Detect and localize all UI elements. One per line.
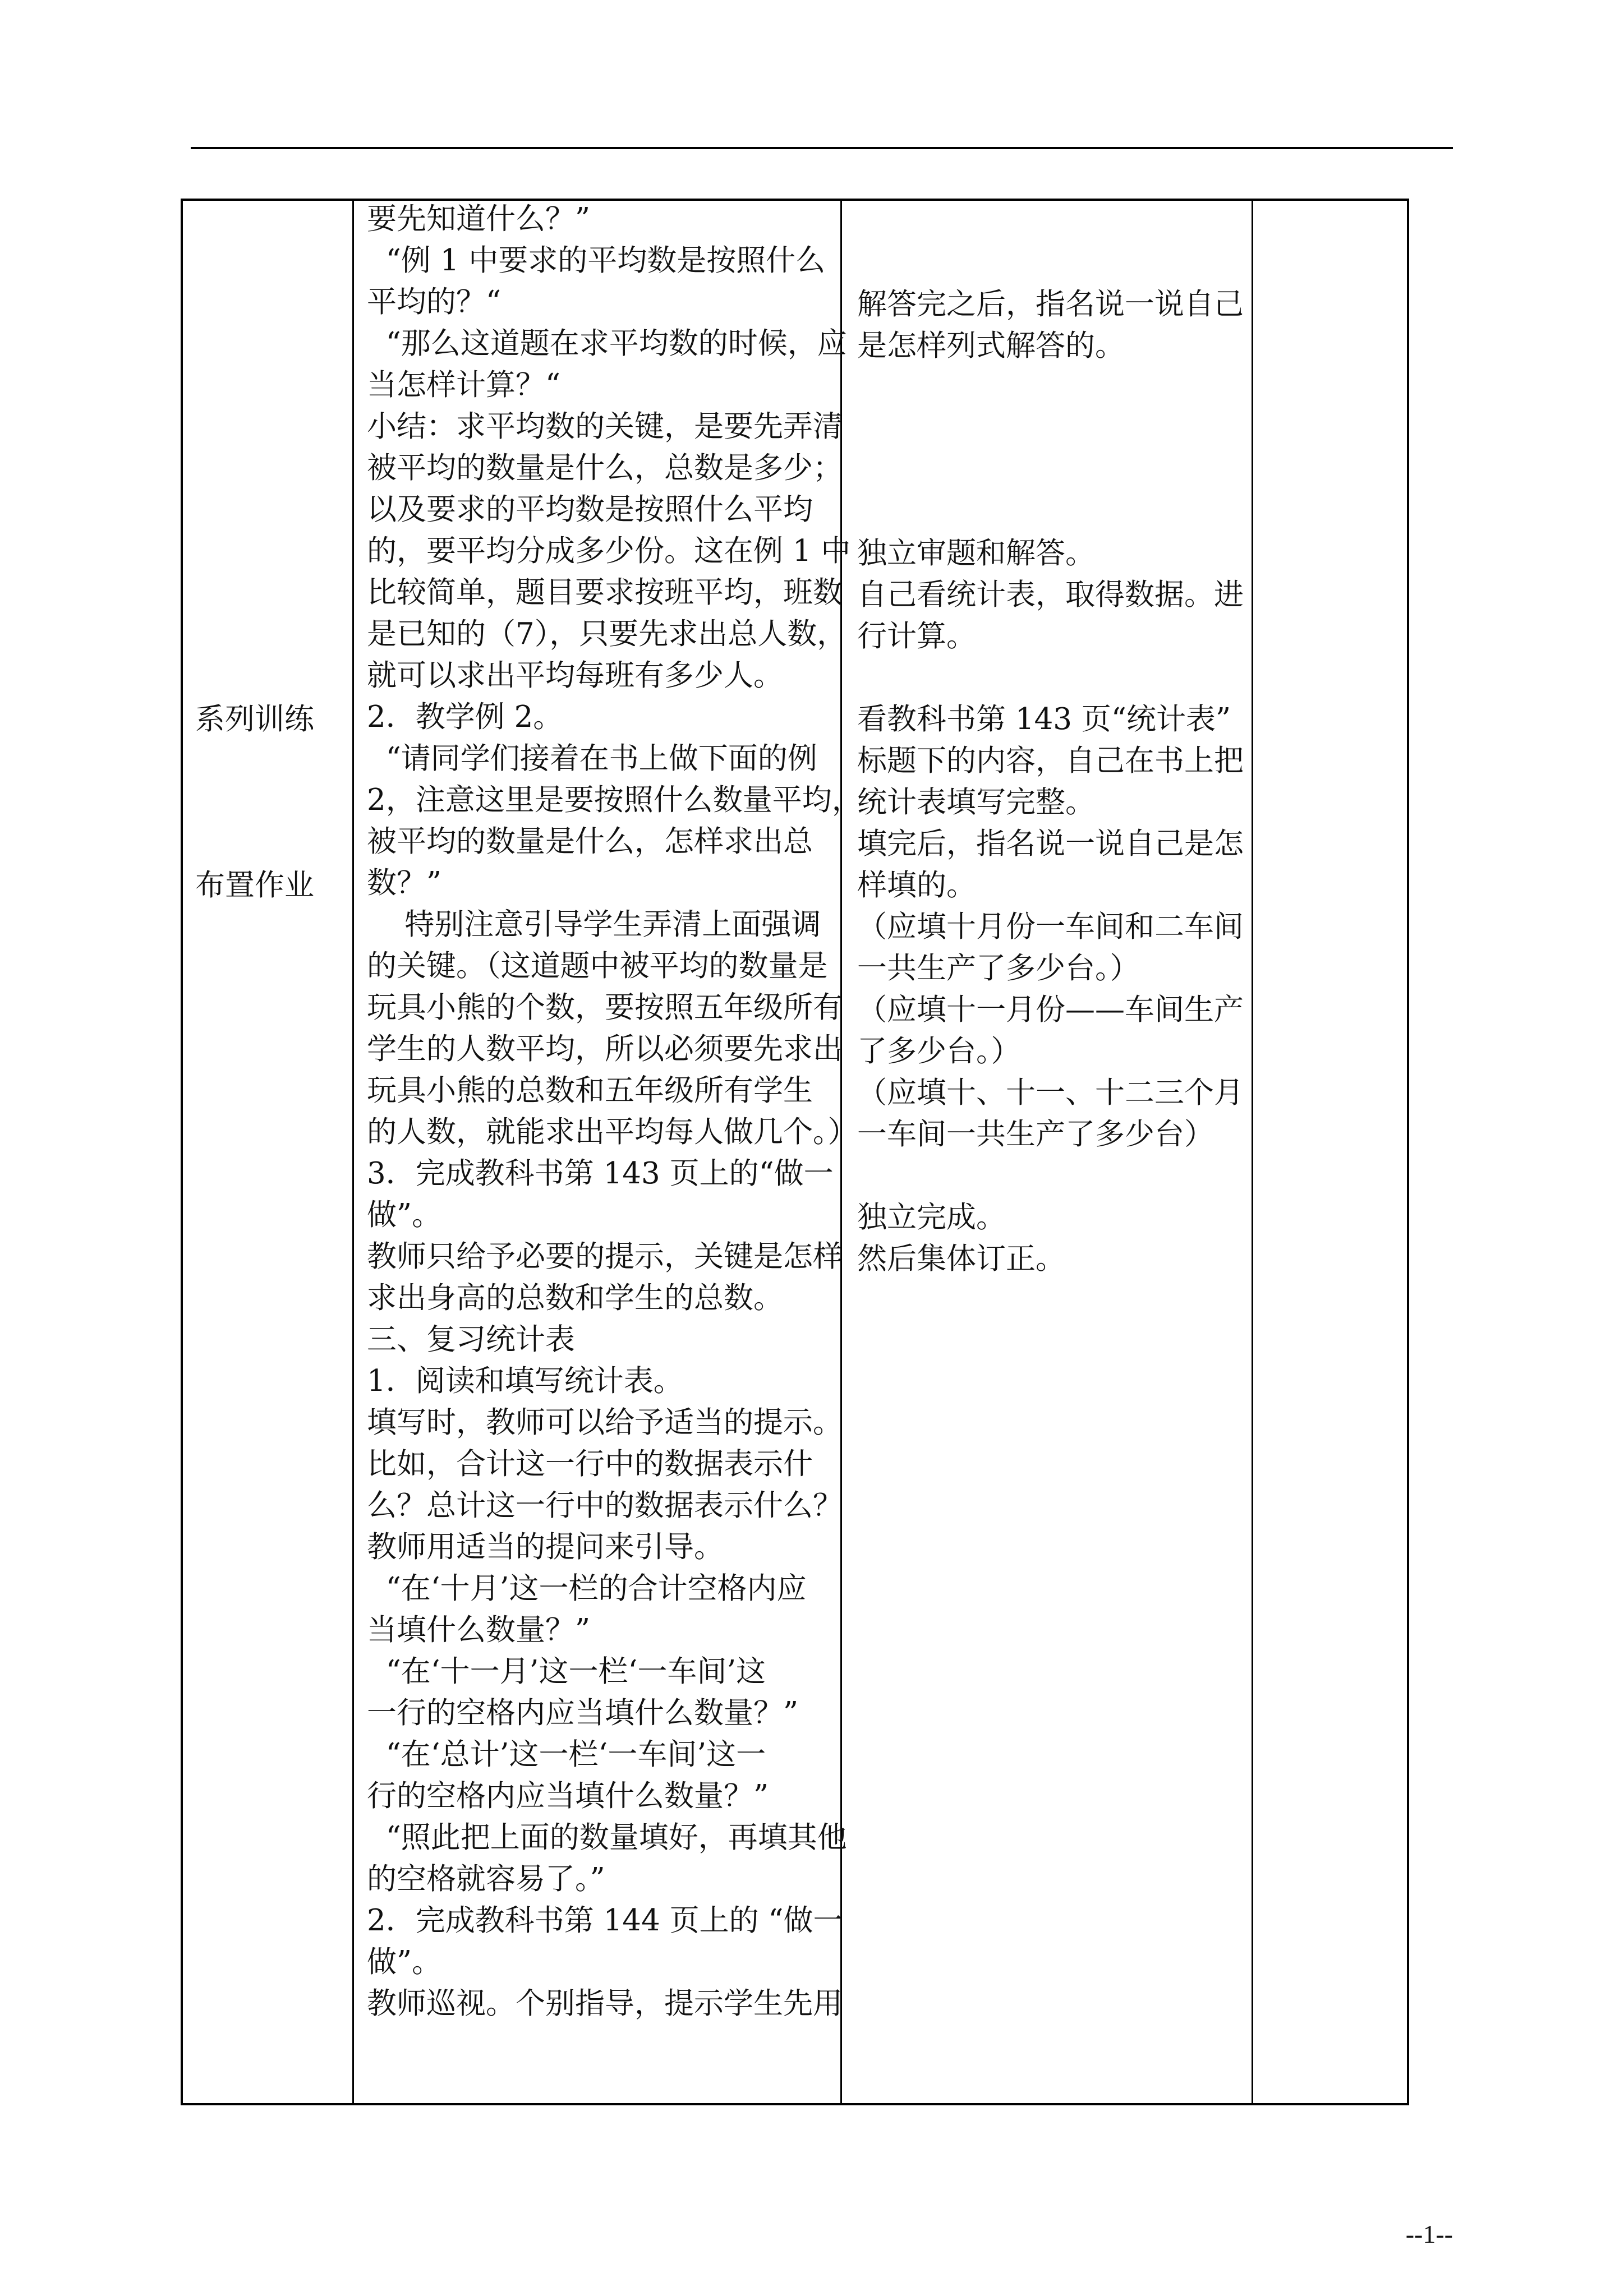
text-line — [195, 740, 314, 782]
text-line: 独立完成。 — [857, 1200, 1006, 1234]
text-line: 统计表填写完整。 — [857, 785, 1095, 819]
text-line — [195, 533, 314, 574]
text-line: 以及要求的平均数是按照什么平均 — [367, 492, 813, 527]
text-line — [857, 1155, 1244, 1197]
text-line: 的人数，就能求出平均每人做几个。） — [367, 1115, 858, 1149]
text-line: 一车间一共生产了多少台） — [857, 1117, 1214, 1151]
text-line: 做”。 — [367, 1198, 442, 1232]
text-line: 数？” — [367, 866, 442, 900]
text-line: 学生的人数平均，所以必须要先求出 — [367, 1032, 843, 1066]
text-line — [195, 367, 314, 408]
text-line: 行计算。 — [857, 619, 976, 653]
text-line: 填写时，教师可以给予适当的提示。 — [367, 1405, 843, 1440]
text-line: “那么这道题在求平均数的时候，应 — [367, 326, 847, 361]
text-line: 当怎样计算？“ — [367, 368, 561, 402]
text-line: 的关键。（这道题中被平均的数量是 — [367, 949, 828, 983]
text-line: 看教科书第 143 页“统计表” — [857, 702, 1231, 736]
text-line — [195, 491, 314, 533]
text-line: 做”。 — [367, 1945, 442, 1979]
text-line: 2．完成教科书第 144 页上的 “做一 — [367, 1903, 843, 1938]
text-line: 特别注意引导学生弄清上面强调 — [367, 907, 821, 942]
text-line: （应填十一月份——车间生产 — [857, 993, 1244, 1027]
text-line — [195, 201, 314, 242]
text-line: 求出身高的总数和学生的总数。 — [367, 1281, 783, 1315]
text-line: 就可以求出平均每班有多少人。 — [367, 658, 783, 693]
text-line: 布置作业 — [195, 868, 314, 902]
text-line: 一共生产了多少台。） — [857, 951, 1140, 985]
text-line: 一行的空格内应当填什么数量？” — [367, 1696, 799, 1730]
text-line — [857, 491, 1244, 533]
text-line — [195, 823, 314, 865]
text-line: 三、复习统计表 — [367, 1322, 575, 1357]
text-line: 2，注意这里是要按照什么数量平均， — [367, 783, 862, 817]
text-line: 比如，合计这一行中的数据表示什 — [367, 1447, 813, 1481]
text-line: 教师只给予必要的提示，关键是怎样 — [367, 1239, 843, 1274]
text-line: 3．完成教科书第 143 页上的“做一 — [367, 1156, 834, 1191]
text-line: 当填什么数量？” — [367, 1613, 591, 1647]
text-line: 2．教学例 2。 — [367, 700, 563, 734]
text-line — [857, 242, 1244, 284]
text-line: 行的空格内应当填什么数量？” — [367, 1779, 769, 1813]
text-line: 么？总计这一行中的数据表示什么？ — [367, 1488, 843, 1523]
text-line: 平均的？“ — [367, 285, 502, 319]
text-line: “在‘十一月’这一栏‘一车间’这 — [367, 1654, 766, 1689]
text-line — [195, 408, 314, 450]
text-line — [195, 450, 314, 491]
text-line: 教师用适当的提问来引导。 — [367, 1530, 724, 1564]
text-line: 解答完之后，指名说一说自己 — [857, 287, 1244, 321]
text-line: 小结：求平均数的关键，是要先弄清 — [367, 409, 843, 444]
student-activity-column — [857, 201, 1244, 1280]
text-line: （应填十月份一车间和二车间 — [857, 910, 1244, 944]
text-line: 系列训练 — [195, 702, 314, 736]
text-line: 被平均的数量是什么，怎样求出总 — [367, 824, 813, 859]
text-line — [195, 242, 314, 284]
text-line — [857, 367, 1244, 408]
text-line: 是已知的（7），只要先求出总人数， — [367, 617, 847, 651]
text-line: 教师巡视。个别指导，提示学生先用 — [367, 1986, 843, 2021]
text-line: 样填的。 — [857, 868, 976, 902]
column-divider — [1252, 201, 1253, 2103]
text-line: 玩具小熊的个数，要按照五年级所有 — [367, 990, 843, 1025]
text-line — [857, 657, 1244, 699]
section-label-column — [195, 201, 314, 906]
text-line — [195, 574, 314, 616]
text-line: 1．阅读和填写统计表。 — [367, 1364, 683, 1398]
text-line: 被平均的数量是什么，总数是多少； — [367, 451, 843, 485]
text-line: 玩具小熊的总数和五年级所有学生 — [367, 1073, 813, 1108]
text-line — [195, 616, 314, 657]
text-line — [195, 657, 314, 699]
text-line: “在‘总计’这一栏‘一车间’这一 — [367, 1737, 766, 1772]
text-line: 的，要平均分成多少份。这在例 1 中 — [367, 534, 851, 568]
text-line: 是怎样列式解答的。 — [857, 329, 1125, 363]
text-line: 标题下的内容，自己在书上把 — [857, 744, 1244, 778]
text-line: 了多少台。） — [857, 1034, 1021, 1068]
text-line: 比较简单，题目要求按班平均，班数 — [367, 575, 843, 610]
text-line — [857, 450, 1244, 491]
teacher-activity-column — [367, 199, 862, 2025]
text-line: 独立审题和解答。 — [857, 536, 1095, 570]
text-line — [195, 325, 314, 367]
text-line — [857, 201, 1244, 242]
text-line: 自己看统计表，取得数据。进 — [857, 578, 1244, 612]
header-rule — [191, 147, 1453, 149]
text-line: （应填十、十一、十二三个月 — [857, 1076, 1244, 1110]
text-line: “照此把上面的数量填好，再填其他 — [367, 1820, 847, 1855]
text-line: “在‘十月’这一栏的合计空格内应 — [367, 1571, 807, 1606]
text-line — [857, 408, 1244, 450]
text-line — [195, 782, 314, 823]
text-line: 填完后，指名说一说自己是怎 — [857, 827, 1244, 861]
page-number: --1-- — [1405, 2220, 1453, 2248]
text-line: “请同学们接着在书上做下面的例 — [367, 741, 817, 776]
text-line: 的空格就容易了。” — [367, 1862, 605, 1896]
text-line: “例 1 中要求的平均数是按照什么 — [367, 243, 826, 278]
text-line: 要先知道什么？” — [367, 202, 591, 236]
text-line: 然后集体订正。 — [857, 1242, 1065, 1276]
lesson-plan-table — [181, 199, 1409, 2105]
column-divider — [352, 201, 354, 2103]
text-line — [195, 284, 314, 325]
